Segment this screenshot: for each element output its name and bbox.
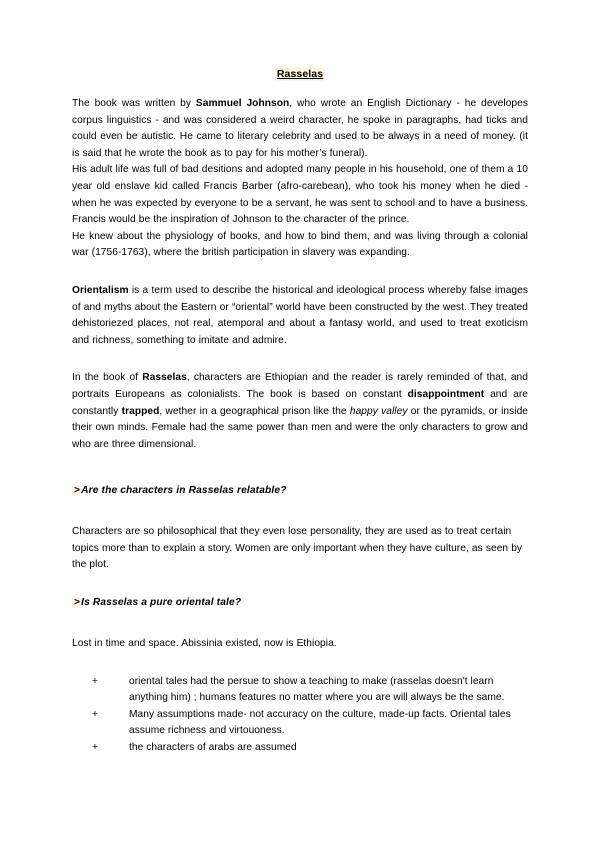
in-the-book-run5: or the pyramids, or inside their own minds. Female had the same power than men and were the only characters to grow and who are three dimensional. bbox=[72, 405, 529, 450]
page-title-text: Rasselas bbox=[276, 68, 324, 80]
spacer bbox=[72, 574, 528, 595]
disappointment-bold: disappointment bbox=[407, 388, 485, 400]
list-item-text: the characters of arabs are assumed bbox=[129, 742, 297, 754]
author-name-bold: Sammuel Johnson bbox=[195, 98, 290, 109]
spacer bbox=[72, 653, 528, 674]
plus-bullet-icon: + bbox=[92, 742, 98, 754]
rasselas-bold: Rasselas bbox=[142, 372, 187, 384]
list-item bbox=[92, 707, 528, 740]
spacer bbox=[72, 499, 528, 524]
plus-bullet-icon: + bbox=[92, 675, 98, 687]
spacer bbox=[72, 453, 528, 483]
section-heading-relatable bbox=[72, 483, 528, 499]
paragraph-orientalism-run1: is a term used to describe the historical and ideological process whereby false images of and myths about the Eastern or “oriental” world have been constructed by the west. They treated dehistoriezed places, not real, atemporal and about a fantasy world, and used to treat exoticism and richness, something to imitate and admire. bbox=[72, 284, 528, 346]
plus-bullet-icon: + bbox=[92, 708, 98, 720]
list-item bbox=[92, 674, 528, 707]
trapped-bold: trapped bbox=[121, 405, 160, 417]
spacer bbox=[72, 349, 528, 370]
list-item-text: oriental tales had the persue to show a teaching to make (rasselas doesn't learn anything him) ; humans features no matter where you are will always be the same. bbox=[129, 675, 505, 704]
paragraph-physiology: He knew about the physiology of books, and how to bind them, and was living through a colonial war (1756-1763), where the british participation in slavery was expanding. bbox=[72, 230, 528, 259]
page-title bbox=[72, 66, 528, 82]
paragraph-in-the-book bbox=[72, 370, 528, 453]
bullet-list bbox=[72, 674, 528, 757]
section-heading-oriental-tale-text: Is Rasselas a pure oriental tale? bbox=[81, 597, 242, 609]
in-the-book-run4: , wether in a geographical prison like the bbox=[159, 405, 350, 417]
spacer bbox=[72, 262, 528, 283]
section-heading-relatable-text: Are the characters in Rasselas relatable? bbox=[81, 485, 287, 497]
heading-arrow-icon: > bbox=[74, 597, 81, 609]
section-heading-oriental-tale bbox=[72, 595, 528, 611]
heading-arrow-icon: > bbox=[74, 485, 81, 497]
paragraph-relatable-answer: Characters are so philosophical that they even lose personality, they are used as to treat certain topics more than to explain a story. Women are only important when they have culture, as seen by the plot. bbox=[72, 526, 523, 571]
paragraph-intro bbox=[72, 96, 528, 162]
paragraph-intro-run1: The book was written by bbox=[72, 98, 196, 109]
paragraph-intro-run2: , who wrote an English Dictionary - he developes corpus linguistics - and was considered a weird character, he spoke in paragraphs, had ticks and could even be autistic. He came to literary celebrity and used to be always in a need of money. (it is said that he wrote the book as to pay for his mother’s funeral). bbox=[72, 98, 529, 159]
spacer bbox=[72, 611, 528, 636]
orientalism-term-bold: Orientalism bbox=[72, 284, 129, 296]
list-item bbox=[92, 740, 528, 757]
happy-valley-italic: happy valley bbox=[349, 405, 408, 417]
list-item-text: Many assumptions made- not accuracy on the culture, made-up facts. Oriental tales assume richness and virtouoness. bbox=[129, 708, 511, 737]
in-the-book-run2: , characters are Ethiopian and the reader is rarely reminded of that, and portraits Europeans as colonialists. The book is based on constant bbox=[72, 372, 528, 400]
paragraph-oriental-answer: Lost in time and space. Abissinia existed, now is Ethiopia. bbox=[72, 638, 337, 650]
in-the-book-run1: In the book of bbox=[72, 372, 143, 384]
in-the-book-run3: and are constantly bbox=[72, 388, 528, 417]
paragraph-adult-life: His adult life was full of bad desitions and adopted many people in his household, one of them a 10 year old enslave kid called Francis Barber (afro-carebean), who took his money when he died - when he was expected by everyone to be a servant, he was sent to school and to have a business. Francis would be the inspiration of Johnson to the character of the prince. bbox=[72, 164, 528, 226]
paragraph-orientalism bbox=[72, 283, 528, 349]
